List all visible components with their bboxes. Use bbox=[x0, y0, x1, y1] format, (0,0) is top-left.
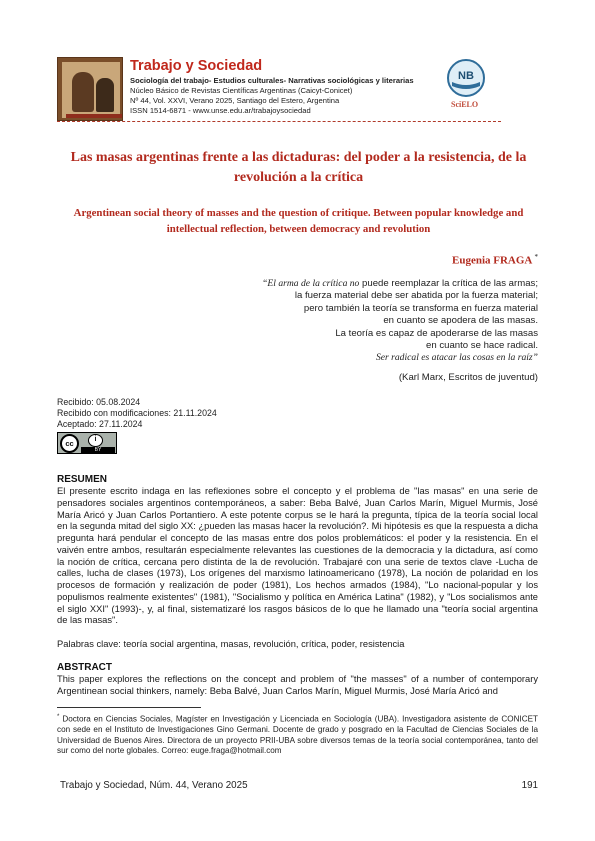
journal-issue-line: Nº 44, Vol. XXVI, Verano 2025, Santiago del Estero, Argentina bbox=[130, 96, 340, 105]
epigraph-source: (Karl Marx, Escritos de juventud) bbox=[398, 372, 538, 383]
article-dates bbox=[57, 397, 217, 431]
cc-icon: cc bbox=[60, 434, 79, 453]
header-divider bbox=[57, 121, 501, 122]
footnote-text: Doctora en Ciencias Sociales, Magíster en Investigación y Licenciada en Sociología (UBA). Investigadora asistente de CONICET con sede en el Instituto de Investigaciones Gino Germani. Docente de grado y posgrado en la Facultad de Ciencias Sociales de la Universidad de Buenos Aires. Directora de un proyecto PRII-UBA sobre diversos temas de la teoría social contemporánea, tanto del sur como del norte globales. Correo: euge.fraga@hotmail.com bbox=[57, 714, 538, 755]
epigraph-line-7: Ser radical es atacar las cosas en la raíz” bbox=[375, 352, 538, 364]
logo-figure-left bbox=[72, 72, 94, 112]
author-footnote-mark: * bbox=[534, 253, 538, 261]
abstract-body: This paper explores the reflections on the concept and problem of "the masses" of a number of contemporary Argentinean social thinkers, namely: Beba Balvé, Juan Carlos Marín, Miguel Murmis, José María Aricó and bbox=[57, 674, 538, 696]
journal-subtitle: Sociología del trabajo- Estudios culturales- Narrativas sociológicas y literarias bbox=[130, 76, 414, 85]
date-accepted: Aceptado: 27.11.2024 bbox=[57, 419, 143, 430]
scielo-logo: SciELO bbox=[451, 100, 479, 109]
abstract-heading: ABSTRACT bbox=[57, 662, 112, 673]
epigraph-line-3: pero también la teoría se transforma en fuerza material bbox=[303, 302, 538, 314]
epigraph-line-1 bbox=[238, 278, 538, 290]
journal-title: Trabajo y Sociedad bbox=[130, 58, 263, 74]
nb-badge-label: NB bbox=[458, 70, 474, 82]
nb-badge-icon bbox=[446, 58, 486, 98]
resumen-heading: RESUMEN bbox=[57, 474, 108, 485]
page-footer-citation: Trabajo y Sociedad, Núm. 44, Verano 2025 bbox=[60, 780, 248, 791]
by-label: BY bbox=[81, 447, 115, 453]
footnote bbox=[57, 712, 538, 756]
article-title-en: Argentinean social theory of masses and the question of critique. Between popular knowledge and intellectual reflection, between democracy and revolution bbox=[73, 207, 524, 235]
journal-logo bbox=[57, 57, 123, 121]
epigraph-line-4: en cuanto se apodera de las masas. bbox=[383, 315, 538, 327]
epigraph-line-1-italic: “El arma de la crítica no bbox=[262, 278, 360, 289]
logo-band bbox=[66, 114, 123, 118]
page-number: 191 bbox=[521, 780, 538, 791]
author-name bbox=[452, 253, 538, 267]
logo-artwork bbox=[62, 62, 120, 118]
date-received: Recibido: 05.08.2024 bbox=[57, 397, 141, 407]
journal-index-line: Núcleo Básico de Revistas Científicas Argentinas (Caicyt-Conicet) bbox=[130, 86, 353, 95]
footnote-mark: * bbox=[57, 714, 60, 720]
journal-issn-line: ISSN 1514-6871 - www.unse.edu.ar/trabajoysociedad bbox=[130, 106, 311, 115]
epigraph-line-2: la fuerza material debe ser abatida por la fuerza material; bbox=[294, 290, 538, 302]
cc-by-license-icon[interactable] bbox=[57, 432, 117, 454]
author-name-text: Eugenia FRAGA bbox=[451, 254, 532, 267]
footnote-divider bbox=[57, 707, 201, 708]
keywords: Palabras clave: teoría social argentina, masas, revolución, crítica, poder, resistencia bbox=[57, 639, 405, 649]
epigraph-line-1-rest: puede reemplazar la crítica de las armas; bbox=[359, 278, 538, 289]
resumen-body: El presente escrito indaga en las reflexiones sobre el concepto y el problema de "las masas" en una serie de pensadores sociales argentinos contemporáneos, a saber: Beba Balvé, Juan Carlos Marín, Miguel Murmis, José María Aricó y Juan Carlos Portantiero. A este potente corpus se le hará la pregunta, típica de la teoría social local en la segunda mitad del siglo XX: ¿pueden las masas hacer la revolución?. Mi hipótesis es que la respuesta a dicha pregunta hará pendular el concepto de las masas entre dos polos problemáticos: el poder y la resistencia. En el vaivén entre ambos, resultarán especialmente relevantes las cuestiones de la democracia y la dictadura, así como la noción de crítica, cercana pero distinta de la de revolución. Trabajaré con una serie de textos clave -Lucha de calles, lucha de clases (1973), Los orígenes del marxismo latinoamericano (1978), La noción de polaridad en los procesos de formación y realización de poder (1981), Los hechos armados (1984), "Lo nacional-popular y los populismos realmente existentes" (1981), "Socialismo y política en América Latina" (1982), y "Los socialismos ante el siglo XXI" (1993)-, y, al final, sistematizaré los rasgos básicos de lo que he llamado una "teoría social argentina de las masas". bbox=[57, 486, 538, 626]
logo-figure-right bbox=[96, 78, 114, 112]
epigraph bbox=[238, 278, 538, 365]
date-modified: Recibido con modificaciones: 21.11.2024 bbox=[57, 408, 217, 419]
epigraph-line-5: La teoría es capaz de apoderarse de las masas bbox=[335, 327, 538, 339]
epigraph-line-6: en cuanto se hace radical. bbox=[425, 340, 538, 352]
attribution-icon: i bbox=[88, 434, 103, 447]
article-title-es: Las masas argentinas frente a las dictaduras: del poder a la resistencia, de la revolución a la crítica bbox=[70, 150, 527, 185]
